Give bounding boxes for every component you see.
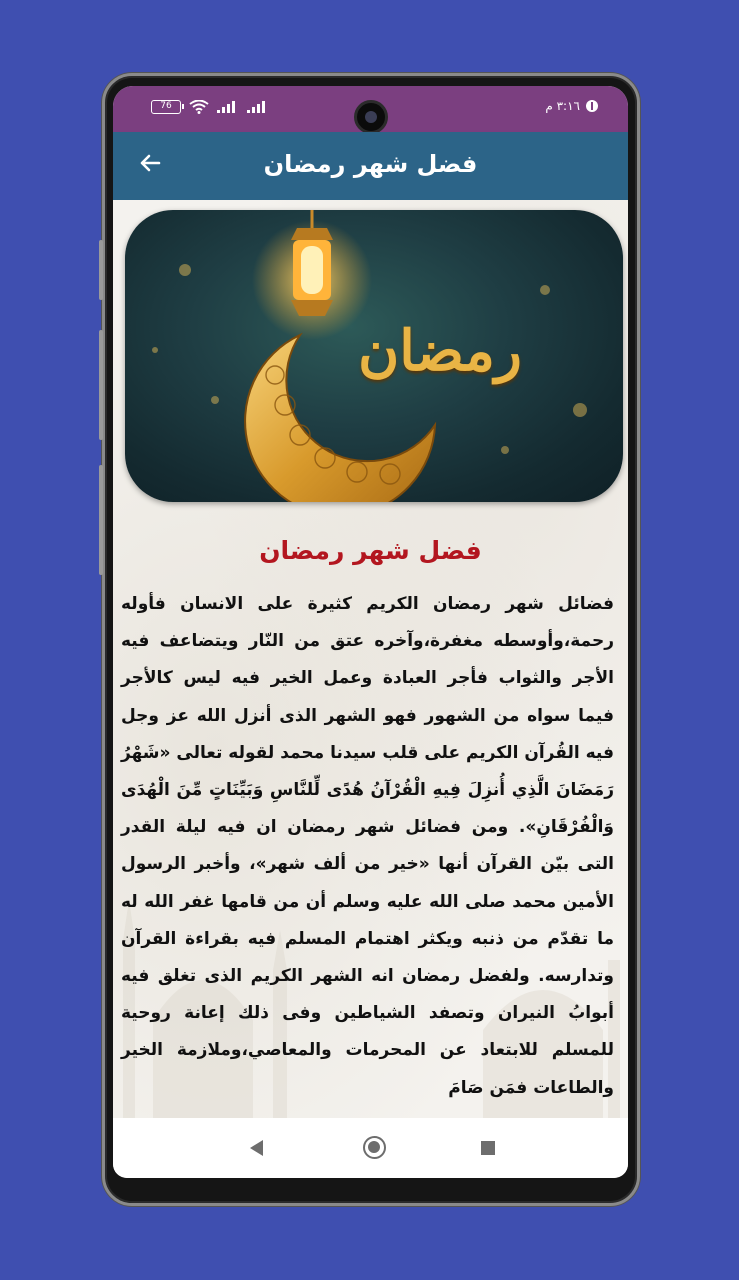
nav-recent-icon[interactable] xyxy=(481,1141,495,1155)
article-scroll-area[interactable] xyxy=(113,200,628,1118)
signal-icon-2 xyxy=(247,101,269,113)
back-button[interactable] xyxy=(133,150,167,184)
status-time: ٣:١٦ م xyxy=(545,99,580,113)
status-icons xyxy=(151,100,269,114)
status-bar xyxy=(113,86,628,132)
signal-icon xyxy=(217,101,239,113)
system-nav-bar xyxy=(113,1118,628,1178)
app-bar xyxy=(113,132,628,200)
ramadan-calligraphy: رمضان xyxy=(358,318,522,384)
article-body: فضائل شهر رمضان الكريم كثيرة على الانسان فأوله رحمة،وأوسطه مغفرة،وآخره عتق من النّار ويتضاعف فيه الأجر والثواب فأجر العبادة وعمل الخير فيه ليس كالأجر فيما سواه من الشهور فهو الشهر الذى أنزل الله عز وجل فيه القُرآن الكريم على قلب سيدنا محمد لقوله تعالى «شَهْرُ رَمَضَانَ الَّذِي أُنزِلَ فِيهِ الْقُرْآنُ هُدًى لِّلنَّاسِ وَبَيِّنَاتٍ مِّنَ الْهُدَى وَالْفُرْقَانِ». ومن فضائل شهر رمضان ان فيه ليلة القدر التى بيّن القرآن أنها «خير من ألف شهر»، وأخبر الرسول الأمين محمد صلى الله عليه وسلم أن من قامها غفر الله له ما تقدّم من ذنبه ويكثر اهتمام المسلم فيه بقراءة القرآن وتدارسه. ولفضل رمضان انه الشهر الكريم الذى تغلق فيه أبوابُ النيران وتصفد الشياطين وفى ذلك إعانة روحية للمسلم للابتعاد عن المحرمات والمعاصي،وملازمة الخير والطاعات فمَن صَامَ xyxy=(121,594,614,1098)
side-button xyxy=(99,330,103,440)
status-right xyxy=(545,99,598,113)
wifi-icon xyxy=(189,100,209,114)
battery-level: 76 xyxy=(160,101,172,111)
battery-icon xyxy=(151,100,181,114)
power-button xyxy=(99,465,103,575)
volume-button xyxy=(99,240,103,300)
page-title: فضل شهر رمضان xyxy=(263,150,478,178)
article-title: فضل شهر رمضان xyxy=(259,536,482,565)
hero-image xyxy=(125,210,623,502)
front-camera xyxy=(354,100,388,134)
nav-back-icon[interactable] xyxy=(250,1140,263,1156)
arrow-left-icon xyxy=(137,150,163,176)
nav-home-icon[interactable] xyxy=(363,1136,386,1159)
screen xyxy=(113,86,628,1178)
do-not-disturb-icon xyxy=(586,100,598,112)
